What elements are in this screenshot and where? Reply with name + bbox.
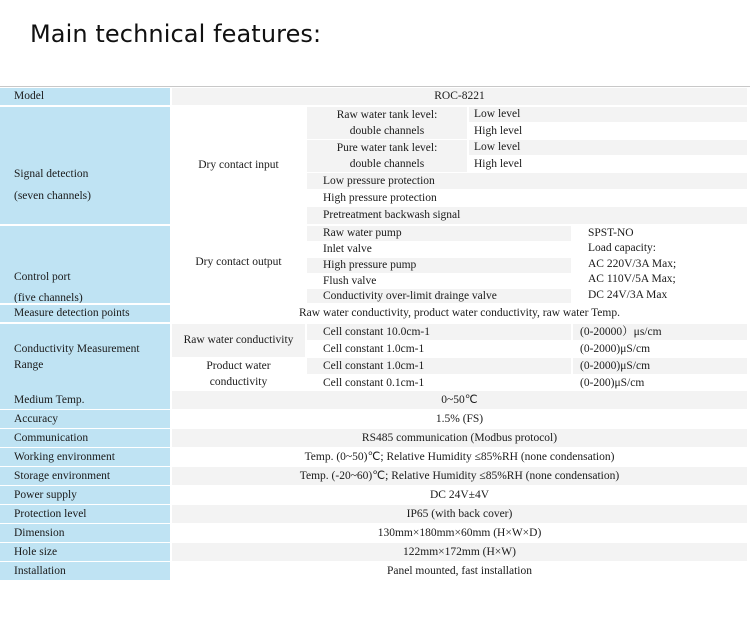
range-1: (0-20000）μs/cm — [573, 324, 747, 340]
cell-constant-3: Cell constant 1.0cm-1 — [307, 358, 571, 374]
raw-low-level: Low level — [469, 107, 747, 122]
dimension-value: 130mm×180mm×60mm (H×W×D) — [172, 524, 747, 542]
hole-size-value: 122mm×172mm (H×W) — [172, 543, 747, 561]
flush-valve: Flush valve — [307, 274, 571, 288]
drainage-valve: Conductivity over-limit drainge valve — [307, 289, 571, 303]
control-spec: SPST-NO Load capacity: AC 220V/3A Max; AC 110V/5A Max; DC 24V/3A Max — [573, 226, 747, 303]
conductivity-range-label: Conductivity Measurement Range — [0, 324, 170, 391]
pure-low-level: Low level — [469, 140, 747, 155]
model-value: ROC-8221 — [172, 88, 747, 105]
inlet-valve: Inlet valve — [307, 242, 571, 257]
low-pressure-protection: Low pressure protection — [307, 173, 747, 189]
signal-detection-title: Signal detection — [14, 168, 89, 180]
cell-constant-1: Cell constant 10.0cm-1 — [307, 324, 571, 340]
page-title: Main technical features: — [30, 20, 322, 48]
dry-contact-input: Dry contact input — [172, 107, 305, 224]
control-port-title: Control port — [14, 271, 71, 283]
range-4: (0-200)μS/cm — [573, 375, 747, 391]
raw-water-pump: Raw water pump — [307, 226, 571, 241]
pure-high-level: High level — [469, 156, 747, 172]
pure-water-tank-level: Pure water tank level: double channels — [307, 140, 467, 172]
cell-constant-2: Cell constant 1.0cm-1 — [307, 341, 571, 357]
control-port-channels: (five channels) — [14, 292, 83, 303]
raw-high-level: High level — [469, 123, 747, 139]
spec-table — [0, 86, 750, 579]
product-water-conductivity: Product water conductivity — [172, 358, 305, 391]
dimension-label: Dimension — [0, 524, 170, 542]
installation-value: Panel mounted, fast installation — [172, 562, 747, 580]
working-environment-label: Working environment — [0, 448, 170, 466]
power-supply-value: DC 24V±4V — [172, 486, 747, 504]
cell-constant-4: Cell constant 0.1cm-1 — [307, 375, 571, 391]
measure-points-value: Raw water conductivity, product water conductivity, raw water Temp. — [172, 305, 747, 322]
raw-water-tank-level: Raw water tank level: double channels — [307, 107, 467, 139]
communication-value: RS485 communication (Modbus protocol) — [172, 429, 747, 447]
installation-label: Installation — [0, 562, 170, 580]
medium-temp-label: Medium Temp. — [0, 391, 170, 409]
control-port-label — [0, 226, 170, 303]
raw-water-conductivity: Raw water conductivity — [172, 324, 305, 357]
medium-temp-value: 0~50℃ — [172, 391, 747, 409]
storage-environment-label: Storage environment — [0, 467, 170, 485]
signal-detection-channels: (seven channels) — [14, 190, 91, 202]
communication-label: Communication — [0, 429, 170, 447]
range-2: (0-2000)μS/cm — [573, 341, 747, 357]
high-pressure-protection: High pressure protection — [307, 190, 747, 206]
range-3: (0-2000)μS/cm — [573, 358, 747, 374]
measure-points-label: Measure detection points — [0, 305, 170, 322]
accuracy-value: 1.5% (FS) — [172, 410, 747, 428]
table-top-border — [0, 86, 750, 87]
hole-size-label: Hole size — [0, 543, 170, 561]
power-supply-label: Power supply — [0, 486, 170, 504]
protection-level-label: Protection level — [0, 505, 170, 523]
working-environment-value: Temp. (0~50)℃; Relative Humidity ≤85%RH (none condensation) — [172, 448, 747, 466]
accuracy-label: Accuracy — [0, 410, 170, 428]
protection-level-value: IP65 (with back cover) — [172, 505, 747, 523]
pretreatment-backwash-signal: Pretreatment backwash signal — [307, 207, 747, 224]
storage-environment-value: Temp. (-20~60)℃; Relative Humidity ≤85%RH (none condensation) — [172, 467, 747, 485]
signal-detection-label — [0, 107, 170, 224]
model-label: Model — [0, 88, 170, 105]
dry-contact-output: Dry contact output — [172, 226, 305, 303]
high-pressure-pump: High pressure pump — [307, 258, 571, 273]
